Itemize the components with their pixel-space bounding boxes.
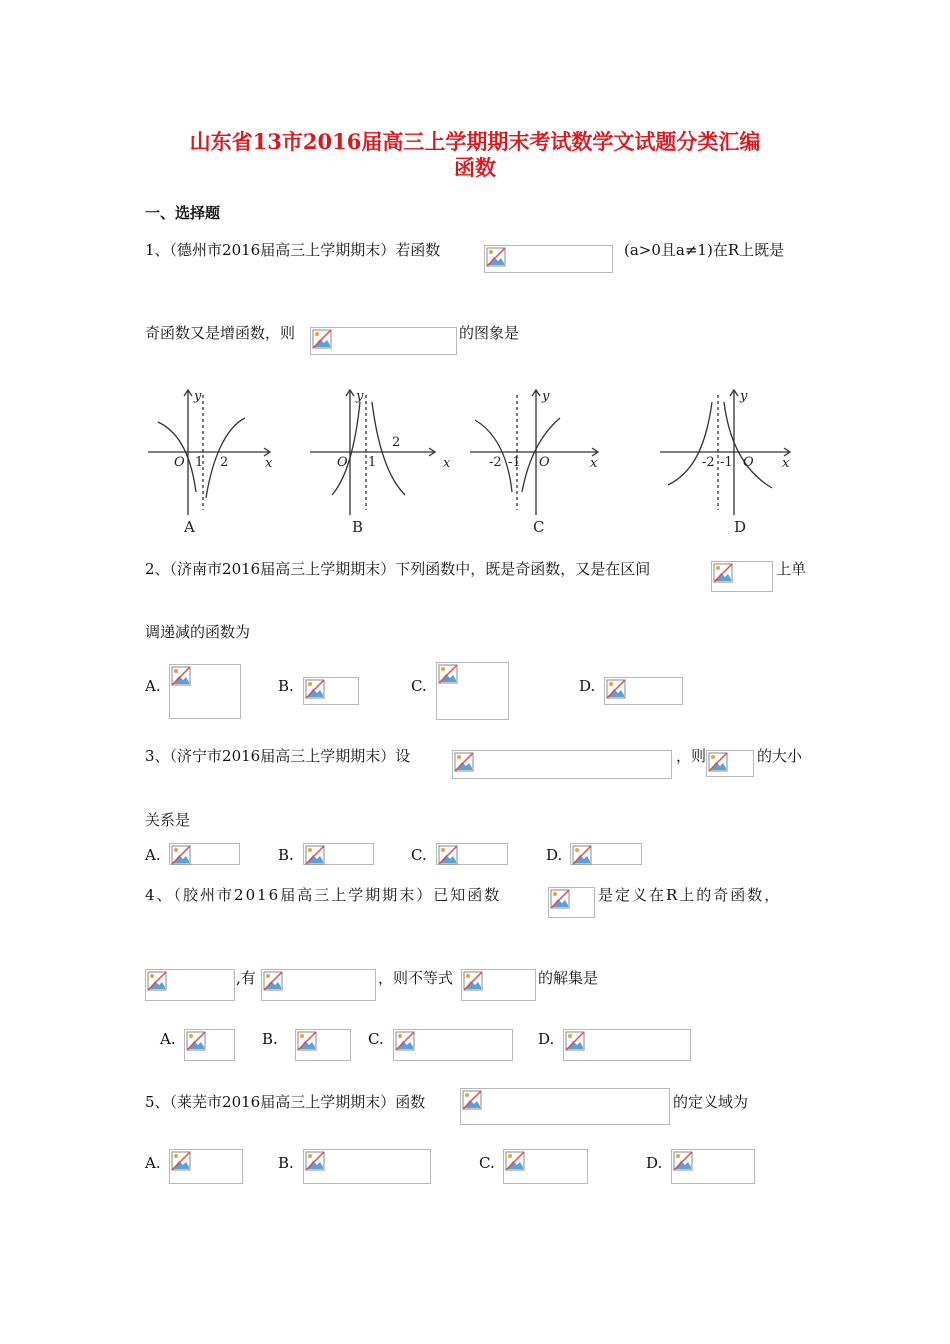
- q4-option-d: D.: [538, 1030, 555, 1048]
- q4-prefix: 4、（胶州市2016届高三上学期期末）已知函数: [145, 886, 502, 904]
- q4-text-solution: 的解集是: [538, 969, 599, 987]
- q4-cond2-image: [261, 969, 376, 1001]
- svg-text:y: y: [356, 389, 364, 404]
- q5-option-c: C.: [479, 1154, 495, 1172]
- broken-image-icon: [462, 1090, 482, 1110]
- q1-graphs: [140, 380, 810, 545]
- q3-option-a: A.: [145, 846, 161, 864]
- q1-formula-image: [484, 245, 613, 273]
- q3-prefix: 3、（济宁市2016届高三上学期期末）设: [145, 747, 411, 765]
- doc-title-line1: 山东省13市2016届高三上学期期末考试数学文试题分类汇编: [189, 129, 761, 154]
- q3-suffix: 的大小: [757, 747, 803, 765]
- broken-image-icon: [171, 845, 191, 865]
- q5-option-a: A.: [145, 1154, 161, 1172]
- q2-prefix: 2、（济南市2016届高三上学期期末）下列函数中，既是奇函数，又是在区间: [145, 560, 651, 578]
- q3-option-d-image: [570, 843, 642, 865]
- q3-option-b: B.: [278, 846, 294, 864]
- q2-option-a: A.: [145, 677, 161, 695]
- q2-line2: 调递减的函数为: [145, 623, 251, 641]
- svg-text:O: O: [174, 455, 185, 470]
- broken-image-icon: [606, 679, 626, 699]
- q4-option-a: A.: [160, 1030, 176, 1048]
- broken-image-icon: [505, 1151, 525, 1171]
- q1-prefix: 1、（德州市2016届高三上学期期末）若函数: [145, 241, 441, 259]
- q4-option-b-image: [295, 1029, 351, 1061]
- q3-option-b-image: [303, 843, 374, 865]
- q5-func-image: [460, 1088, 670, 1125]
- svg-text:O: O: [743, 455, 754, 470]
- svg-text:x: x: [443, 456, 451, 471]
- q5-option-d-image: [671, 1149, 755, 1184]
- q2-option-c: C.: [411, 677, 427, 695]
- broken-image-icon: [565, 1031, 585, 1051]
- svg-text:y: y: [542, 389, 550, 404]
- broken-image-icon: [312, 329, 332, 349]
- q4-option-b: B.: [262, 1030, 278, 1048]
- broken-image-icon: [395, 1031, 415, 1051]
- broken-image-icon: [171, 666, 191, 686]
- q2-interval-image: [711, 561, 773, 592]
- graph-a: [148, 390, 270, 515]
- svg-text:y: y: [740, 389, 748, 404]
- q4-text-inequality: ，则不等式: [378, 969, 454, 987]
- svg-text:-2: -2: [702, 455, 715, 470]
- broken-image-icon: [297, 1031, 317, 1051]
- q2-option-d: D.: [579, 677, 596, 695]
- broken-image-icon: [454, 752, 474, 772]
- broken-image-icon: [713, 563, 733, 583]
- broken-image-icon: [550, 889, 570, 909]
- q5-suffix: 的定义域为: [673, 1093, 749, 1111]
- svg-text:-2: -2: [489, 455, 502, 470]
- q2-option-a-image: [169, 664, 241, 719]
- graph-label-d: D: [734, 518, 747, 536]
- q5-option-a-image: [169, 1149, 243, 1184]
- svg-text:-1: -1: [508, 455, 521, 470]
- broken-image-icon: [708, 752, 728, 772]
- broken-image-icon: [572, 845, 592, 865]
- q5-option-b-image: [303, 1149, 431, 1184]
- q4-option-d-image: [563, 1029, 691, 1061]
- q4-inequality-image: [461, 969, 536, 1001]
- q5-prefix: 5、（莱芜市2016届高三上学期期末）函数: [145, 1093, 426, 1111]
- broken-image-icon: [305, 845, 325, 865]
- q3-line2: 关系是: [145, 811, 191, 829]
- broken-image-icon: [305, 1151, 325, 1171]
- q2-option-c-image: [436, 662, 509, 720]
- graph-label-a: A: [184, 518, 195, 536]
- q3-vars-image: [706, 750, 754, 777]
- graph-label-c: C: [533, 518, 545, 536]
- graph-label-b: B: [352, 518, 364, 536]
- q1-func-image: [310, 327, 457, 355]
- svg-text:x: x: [590, 456, 598, 471]
- q3-option-a-image: [169, 843, 240, 865]
- svg-text:1: 1: [368, 455, 377, 470]
- q4-cond1-image: [145, 969, 235, 1001]
- svg-text:2: 2: [392, 435, 401, 450]
- q3-option-c-image: [436, 843, 508, 865]
- q3-mid: ，则: [676, 747, 707, 765]
- q1-condition: (a>0且a≠1)在R上既是: [624, 241, 785, 259]
- svg-text:1: 1: [195, 455, 204, 470]
- svg-text:O: O: [539, 455, 550, 470]
- q5-option-d: D.: [646, 1154, 663, 1172]
- graph-c: [470, 390, 598, 515]
- broken-image-icon: [147, 971, 167, 991]
- broken-image-icon: [673, 1151, 693, 1171]
- q3-option-c: C.: [411, 846, 427, 864]
- broken-image-icon: [463, 971, 483, 991]
- q4-suffix: 是定义在R上的奇函数，: [598, 886, 782, 904]
- q3-definition-image: [452, 750, 672, 779]
- broken-image-icon: [186, 1031, 206, 1051]
- svg-text:x: x: [782, 456, 790, 471]
- graph-b: [310, 390, 435, 515]
- q2-suffix: 上单: [776, 560, 807, 578]
- broken-image-icon: [438, 845, 458, 865]
- q4-option-a-image: [184, 1029, 235, 1061]
- q4-option-c: C.: [368, 1030, 384, 1048]
- doc-title-line2: 函数: [454, 155, 496, 180]
- q1-line2a: 奇函数又是增函数，则: [145, 324, 296, 342]
- broken-image-icon: [305, 679, 325, 699]
- svg-text:O: O: [337, 455, 348, 470]
- section-heading: 一、选择题: [145, 204, 221, 222]
- q2-option-d-image: [604, 677, 683, 705]
- q3-option-d: D.: [546, 846, 563, 864]
- q1-line2b: 的图象是: [459, 324, 520, 342]
- graph-d: [660, 390, 790, 515]
- q5-option-c-image: [503, 1149, 588, 1184]
- broken-image-icon: [438, 664, 458, 684]
- q5-option-b: B.: [278, 1154, 294, 1172]
- broken-image-icon: [171, 1151, 191, 1171]
- q2-option-b: B.: [278, 677, 294, 695]
- q4-option-c-image: [393, 1029, 513, 1061]
- svg-text:-1: -1: [720, 455, 733, 470]
- svg-text:x: x: [265, 456, 273, 471]
- broken-image-icon: [263, 971, 283, 991]
- q2-option-b-image: [303, 677, 359, 705]
- svg-text:2: 2: [220, 455, 229, 470]
- q4-text-have: ,有: [236, 969, 256, 987]
- q4-func-image: [548, 887, 595, 918]
- broken-image-icon: [486, 247, 506, 267]
- svg-text:y: y: [194, 389, 202, 404]
